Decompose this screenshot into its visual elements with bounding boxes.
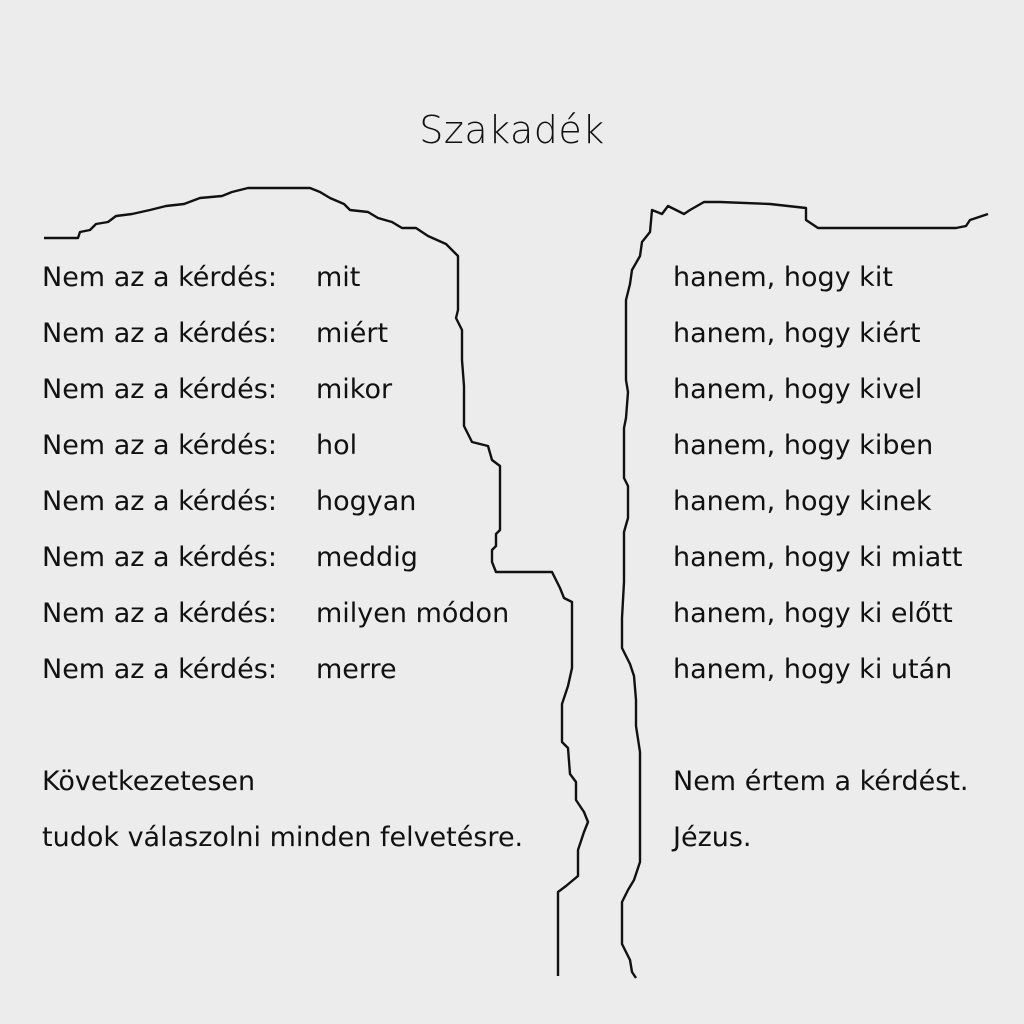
- right-line: hanem, hogy kiben: [673, 430, 934, 461]
- left-line: [42, 598, 509, 630]
- left-line: [42, 262, 360, 294]
- left-line-question-word: merre: [316, 654, 397, 685]
- right-line: hanem, hogy kinek: [673, 486, 932, 517]
- left-line: [42, 430, 357, 462]
- left-line-prefix: Nem az a kérdés:: [42, 542, 277, 573]
- right-line: hanem, hogy kit: [673, 262, 893, 293]
- left-line: [42, 374, 392, 406]
- right-line: hanem, hogy kivel: [673, 374, 923, 405]
- left-line-question-word: miért: [316, 318, 389, 349]
- right-closing-line-1: Nem értem a kérdést.: [673, 766, 969, 797]
- left-closing-line-2: tudok válaszolni minden felvetésre.: [42, 822, 524, 853]
- left-line-prefix: Nem az a kérdés:: [42, 654, 277, 685]
- right-closing-line-2: Jézus.: [673, 822, 752, 853]
- left-line-question-word: mikor: [316, 374, 393, 405]
- poem-title: Szakadék: [419, 108, 605, 152]
- left-line: [42, 486, 416, 518]
- left-line-question-word: milyen módon: [316, 598, 510, 629]
- left-line-question-word: hogyan: [316, 486, 417, 517]
- left-line-question-word: hol: [316, 430, 358, 461]
- left-line-prefix: Nem az a kérdés:: [42, 430, 277, 461]
- chasm-left-edge: [44, 188, 588, 976]
- right-line: hanem, hogy ki után: [673, 654, 953, 685]
- right-line: hanem, hogy ki miatt: [673, 542, 963, 573]
- left-line-prefix: Nem az a kérdés:: [42, 262, 277, 293]
- left-line-prefix: Nem az a kérdés:: [42, 598, 277, 629]
- right-line: hanem, hogy ki előtt: [673, 598, 953, 629]
- right-line: hanem, hogy kiért: [673, 318, 921, 349]
- left-line: [42, 318, 388, 350]
- left-line-question-word: mit: [316, 262, 361, 293]
- left-line-question-word: meddig: [316, 542, 418, 573]
- left-line-prefix: Nem az a kérdés:: [42, 486, 277, 517]
- left-line-prefix: Nem az a kérdés:: [42, 374, 277, 405]
- left-line-prefix: Nem az a kérdés:: [42, 318, 277, 349]
- left-closing-line-1: Következetesen: [42, 766, 256, 797]
- left-line: [42, 654, 397, 686]
- left-line: [42, 542, 418, 574]
